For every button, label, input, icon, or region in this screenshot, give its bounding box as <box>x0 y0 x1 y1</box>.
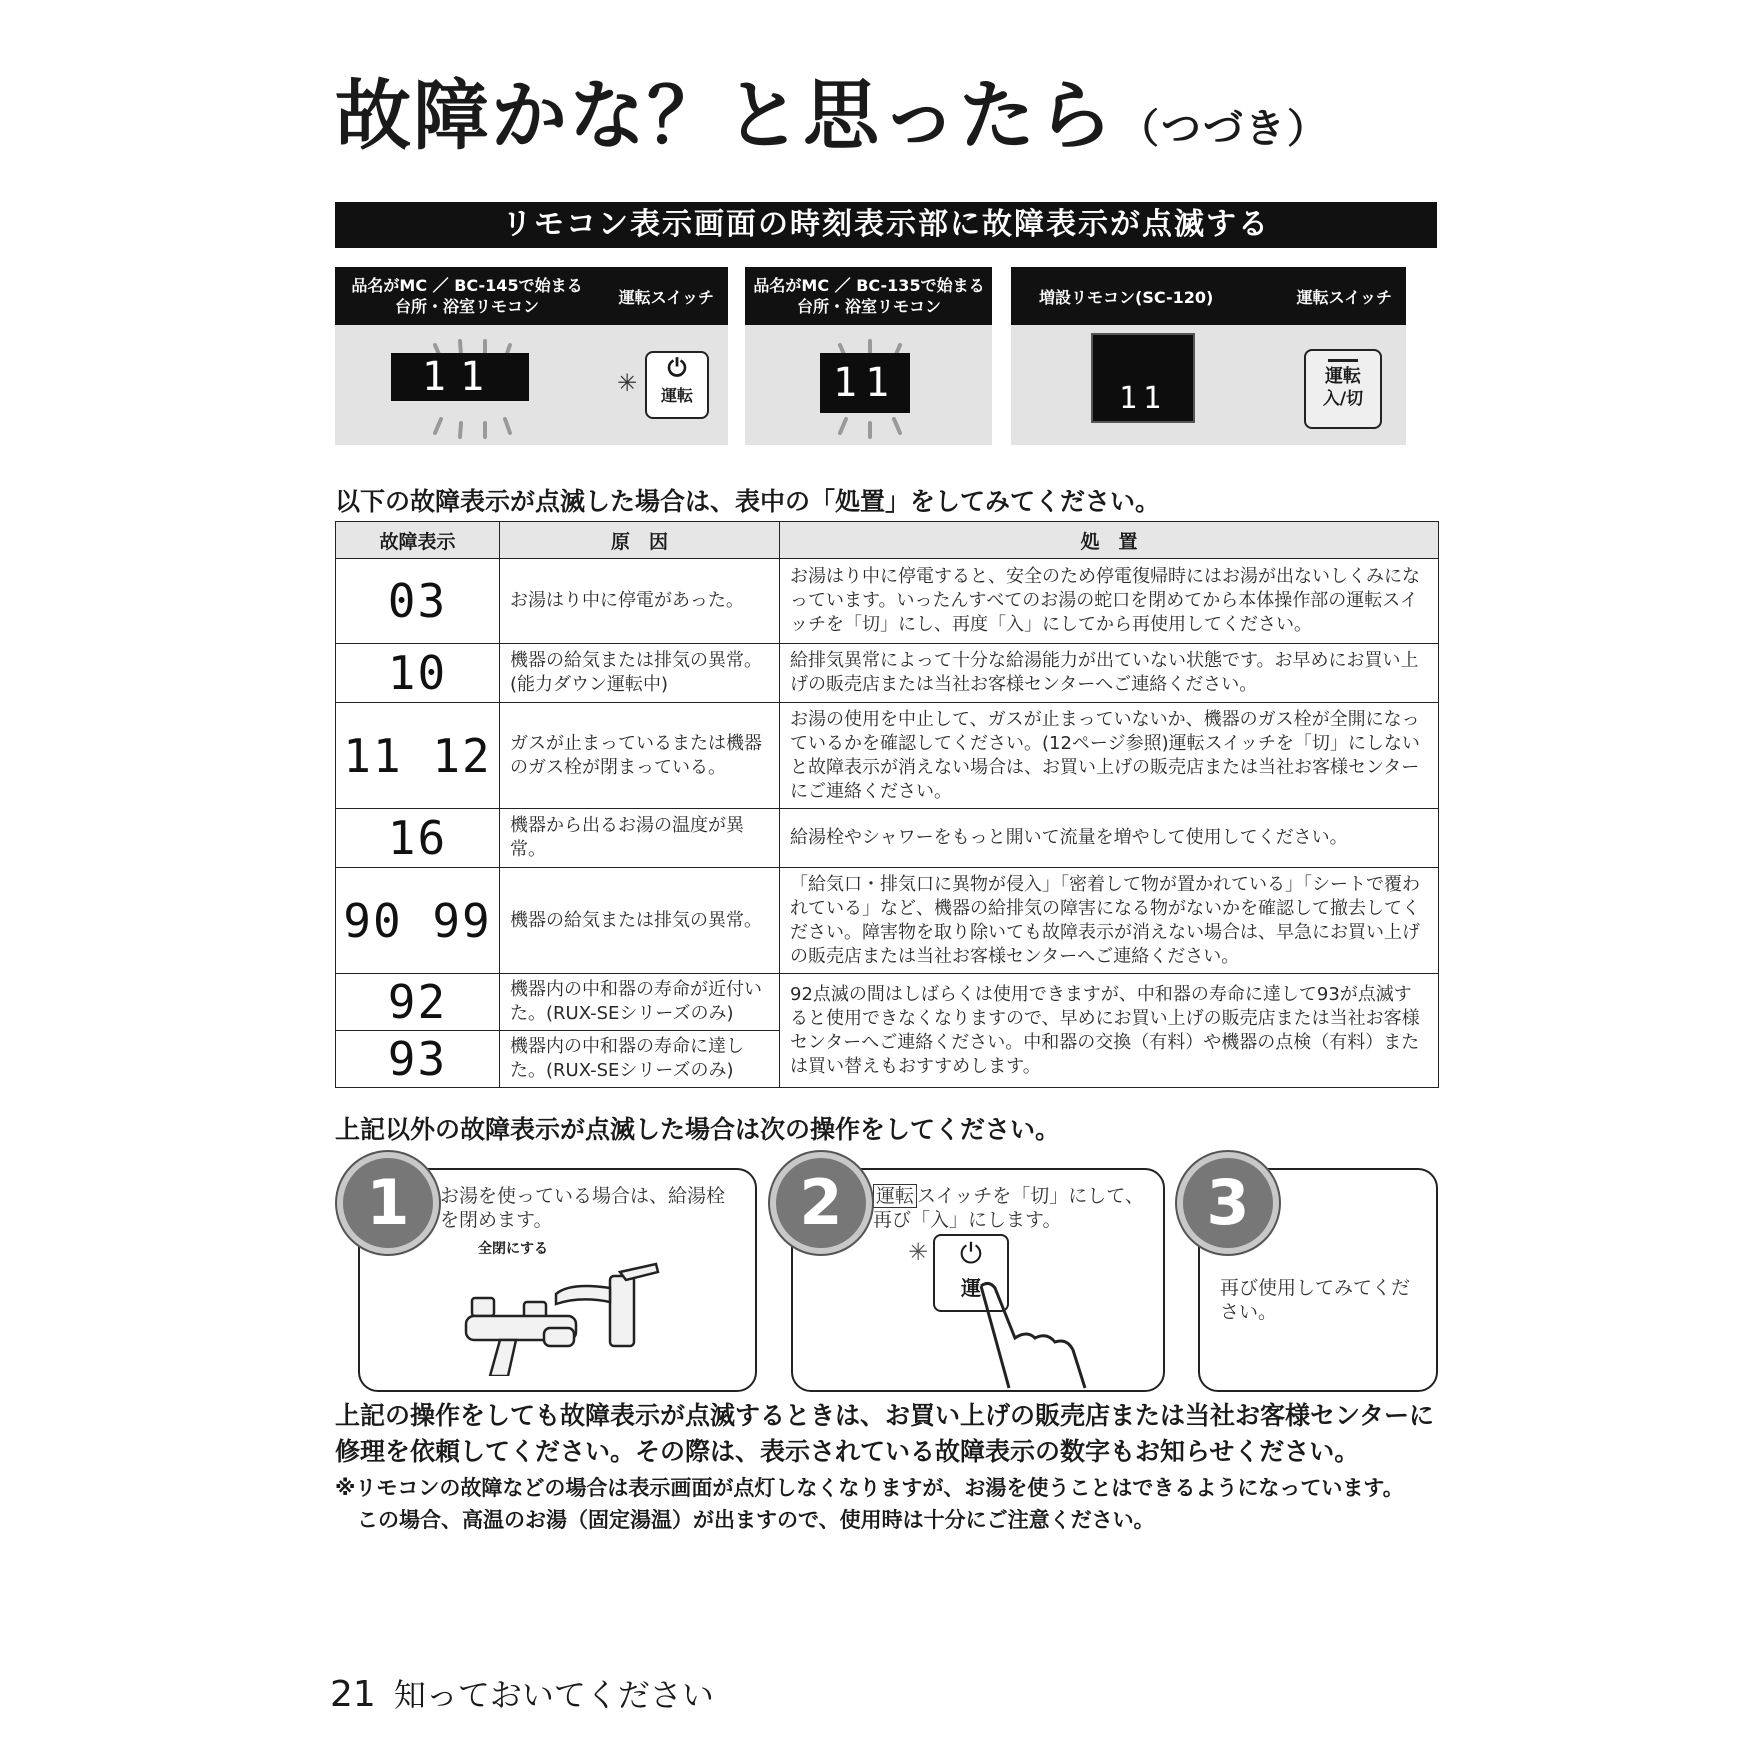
page-title <box>335 71 1329 160</box>
fault-cause: 機器から出るお湯の温度が異常。 <box>500 809 780 868</box>
switch-label: 運 <box>961 1276 981 1300</box>
step-text: お湯を使っている場合は、給湯栓を閉めます。 <box>440 1185 726 1231</box>
remote-fault-note: ※リモコンの故障などの場合は表示画面が点灯しなくなりますが、お湯を使うことはできるようになっています。 <box>335 1476 1404 1500</box>
fault-code: 11 12 <box>336 703 500 809</box>
fault-cause: ガスが止まっているまたは機器のガス栓が閉まっている。 <box>500 703 780 809</box>
step-text <box>873 1184 1153 1232</box>
step-text-body: スイッチを「切」にして、再び「入」にします。 <box>873 1185 1144 1231</box>
step-number-1: 1 <box>337 1152 439 1254</box>
switch-label: 運転 <box>1325 366 1361 387</box>
fault-code: 93 <box>336 1031 500 1088</box>
table-row <box>336 974 1439 1031</box>
switch-heading: 運転スイッチ <box>1296 288 1392 307</box>
fault-action: 92点滅の間はしばらくは使用できますが、中和器の寿命に達して93が点滅すると使用できなくなりますので、早めにお買い上げの販売店または当社お客様センターへご連絡ください。中和器の交換（有料）や機器の点検（有料）または買い替えもおすすめします。 <box>780 974 1439 1088</box>
fault-action: お湯はり中に停電すると、安全のため停電復帰時にはお湯が出ないしくみになっています。いったんすべてのお湯の蛇口を閉めてから本体操作部の運転スイッチを「切」にし、再度「入」にしてから再使用してください。 <box>780 559 1439 644</box>
panel-header <box>745 267 992 325</box>
panel-heading: 増設リモコン(SC-120) <box>1039 288 1214 307</box>
steps-lead: 上記以外の故障表示が点滅した場合は次の操作をしてください。 <box>335 1115 1061 1144</box>
power-icon: ⏻ <box>667 354 687 382</box>
blink-indicator-icon: ✳ <box>908 1238 929 1266</box>
fault-table <box>335 521 1439 1088</box>
fault-action: 給湯栓やシャワーをもっと開いて流量を増やして使用してください。 <box>780 809 1439 868</box>
faucet-icon <box>460 1258 660 1376</box>
title-sub: （つづき） <box>1119 106 1329 152</box>
fault-cause: 機器内の中和器の寿命に達した。(RUX-SEシリーズのみ) <box>500 1031 780 1088</box>
switch-heading: 運転スイッチ <box>618 288 714 307</box>
remote-fault-note-continued: この場合、高温のお湯（固定湯温）が出ますので、使用時は十分にご注意ください。 <box>357 1508 1155 1532</box>
remote-panel-bc145 <box>335 267 728 445</box>
display-code: 11 <box>832 360 898 406</box>
display-code: 11 <box>1118 381 1168 416</box>
blink-indicator-icon: ✳ <box>617 369 638 397</box>
page-number: 21 <box>330 1674 376 1715</box>
table-lead: 以下の故障表示が点滅した場合は、表中の「処置」をしてみてください。 <box>335 487 1161 516</box>
step-number-3: 3 <box>1177 1152 1279 1254</box>
table-row <box>336 868 1439 974</box>
table-row <box>336 703 1439 809</box>
power-switch <box>645 351 709 419</box>
fault-code: 03 <box>336 559 500 644</box>
fault-cause: 機器の給気または排気の異常。(能力ダウン運転中) <box>500 644 780 703</box>
step-number-2: 2 <box>770 1152 872 1254</box>
switch-label: 運転 <box>660 386 693 405</box>
step-text: 再び使用してみてください。 <box>1220 1277 1411 1323</box>
section-banner: リモコン表示画面の時刻表示部に故障表示が点滅する <box>335 202 1437 248</box>
col-header-cause: 原 因 <box>500 522 780 559</box>
fault-action: 給排気異常によって十分な給湯能力が出ていない状態です。お早めにお買い上げの販売店または当社お客様センターへご連絡ください。 <box>780 644 1439 703</box>
power-switch <box>1304 349 1382 429</box>
switch-sublabel: 入/切 <box>1322 389 1364 409</box>
title-main: 故障かな？と思ったら <box>335 71 1115 160</box>
table-row <box>336 809 1439 868</box>
fault-code: 90 99 <box>336 868 500 974</box>
col-header-action: 処 置 <box>780 522 1439 559</box>
fault-code: 16 <box>336 809 500 868</box>
table-row <box>336 644 1439 703</box>
remote-display <box>391 353 529 401</box>
remote-panel-bc135 <box>745 267 992 445</box>
table-header-row <box>336 522 1439 559</box>
section-label: 知っておいてください <box>393 1676 714 1714</box>
power-icon: ⏻ <box>959 1237 983 1270</box>
indicator-lamp <box>1328 359 1358 362</box>
panel-header <box>335 267 728 325</box>
fault-code: 10 <box>336 644 500 703</box>
remote-display <box>1091 333 1195 423</box>
fault-cause: お湯はり中に停電があった。 <box>500 559 780 644</box>
step-caption: 全閉にする <box>478 1241 548 1257</box>
switch-word: 運転 <box>873 1184 917 1208</box>
repair-note: 上記の操作をしても故障表示が点滅するときは、お買い上げの販売店または当社お客様センターに修理を依頼してください。その際は、表示されている故障表示の数字もお知らせください。 <box>335 1401 1435 1466</box>
col-header-code: 故障表示 <box>336 522 500 559</box>
remote-display <box>820 353 910 413</box>
remote-panel-sc120 <box>1011 267 1406 445</box>
table-row <box>336 559 1439 644</box>
page-footer <box>330 1670 714 1716</box>
fault-cause: 機器内の中和器の寿命が近付いた。(RUX-SEシリーズのみ) <box>500 974 780 1031</box>
fault-action: 「給気口・排気口に異物が侵入」「密着して物が置かれている」「シートで覆われている」など、機器の給排気の障害になる物がないかを確認して撤去してください。障害物を取り除いても故障表示が消えない場合は、早急にお買い上げの販売店または当社お客様センターへご連絡ください。 <box>780 868 1439 974</box>
panel-header <box>1011 267 1406 325</box>
fault-action: お湯の使用を中止して、ガスが止まっていないか、機器のガス栓が全開になっているかを確認してください。(12ページ参照)運転スイッチを「切」にしないと故障表示が消えない場合は、お買い上げの販売店または当社お客様センターにご連絡ください。 <box>780 703 1439 809</box>
panel-heading: 品名がMC ／ BC-145で始まる台所・浴室リモコン <box>351 276 583 316</box>
panel-heading: 品名がMC ／ BC-135で始まる台所・浴室リモコン <box>753 276 985 316</box>
fault-code: 92 <box>336 974 500 1031</box>
fault-cause: 機器の給気または排気の異常。 <box>500 868 780 974</box>
display-code: 11 <box>421 354 499 400</box>
pointing-finger-icon <box>973 1280 1093 1390</box>
